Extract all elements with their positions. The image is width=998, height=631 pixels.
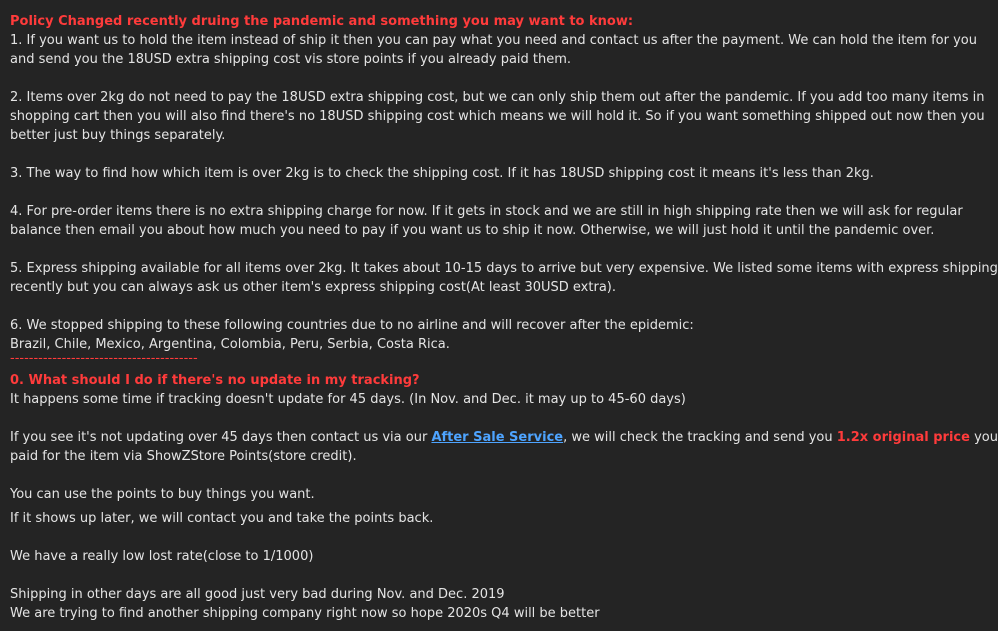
spacer: [10, 409, 934, 428]
policy-item-4-line-2: balance then email you about how much you need to pay if you want us to ship it now. Otherwise, we will just hold it until the pandemic over.: [10, 223, 935, 238]
policy-item-2-line-3: better just buy things separately.: [10, 128, 226, 143]
faq-paragraph-7: We are trying to find another shipping company right now so hope 2020s Q4 will be better: [10, 606, 600, 621]
policy-item-1-line-1: 1. If you want us to hold the item instead of ship it then you can pay what you need and contact us after the payment. We can hold the item for you: [10, 33, 977, 48]
policy-item-2-line-1: 2. Items over 2kg do not need to pay the 18USD extra shipping cost, but we can only ship them out after the pandemic. If you add too many items in: [10, 90, 985, 105]
faq-paragraph-2-text: If you see it's not updating over 45 days then contact us via our: [10, 430, 432, 445]
faq-heading: 0. What should I do if there's no update in my tracking?: [10, 373, 420, 388]
spacer: [10, 528, 934, 547]
original-price-highlight: 1.2x original price: [836, 430, 970, 445]
policy-item-4-line-1: 4. For pre-order items there is no extra shipping charge for now. If it gets in stock and we are still in high shipping rate then we will ask for regular: [10, 204, 963, 219]
spacer: [10, 566, 934, 585]
policy-item-6-line-1: 6. We stopped shipping to these following countries due to no airline and will recover after the epidemic:: [10, 318, 694, 333]
policy-item-2-line-2: shopping cart then you will also find there's no 18USD shipping cost which means we will hold it. So if you want something shipped out now then you: [10, 109, 985, 124]
policy-item-1-line-2: and send you the 18USD extra shipping cost vis store points if you already paid them.: [10, 52, 572, 67]
faq-paragraph-5: We have a really low lost rate(close to 1/1000): [10, 549, 314, 564]
spacer: [10, 466, 934, 485]
policy-item-5-line-2: recently but you can always ask us other item's express shipping cost(At least 30USD extra).: [10, 280, 616, 295]
spacer: [10, 69, 934, 88]
spacer: [10, 240, 934, 259]
policy-item-6-line-2: Brazil, Chile, Mexico, Argentina, Colombia, Peru, Serbia, Costa Rica.: [10, 337, 450, 352]
after-sale-service-link[interactable]: After Sale Service: [431, 430, 564, 445]
policy-heading: Policy Changed recently druing the pandemic and something you may want to know:: [10, 14, 634, 29]
faq-paragraph-2: [10, 428, 998, 447]
faq-paragraph-6: Shipping in other days are all good just very bad during Nov. and Dec. 2019: [10, 587, 505, 602]
faq-paragraph-3: You can use the points to buy things you want.: [10, 487, 315, 502]
faq-paragraph-2-text: you: [969, 430, 998, 445]
faq-paragraph-1: It happens some time if tracking doesn't update for 45 days. (In Nov. and Dec. it may up to 45-60 days): [10, 392, 686, 407]
faq-paragraph-2-line-2: paid for the item via ShowZStore Points(store credit).: [10, 449, 357, 464]
policy-item-5-line-1: 5. Express shipping available for all items over 2kg. It takes about 10-15 days to arrive but very expensive. We listed some items with express shipping: [10, 261, 998, 276]
policy-item-3: 3. The way to find how which item is over 2kg is to check the shipping cost. If it has 18USD shipping cost it means it's less than 2kg.: [10, 166, 874, 181]
faq-paragraph-2-text: , we will check the tracking and send you: [563, 430, 837, 445]
spacer: [10, 297, 934, 316]
section-divider: ----------------------------------------: [10, 351, 198, 366]
faq-paragraph-4: If it shows up later, we will contact you and take the points back.: [10, 511, 434, 526]
spacer: [10, 145, 934, 164]
spacer: [10, 183, 934, 202]
